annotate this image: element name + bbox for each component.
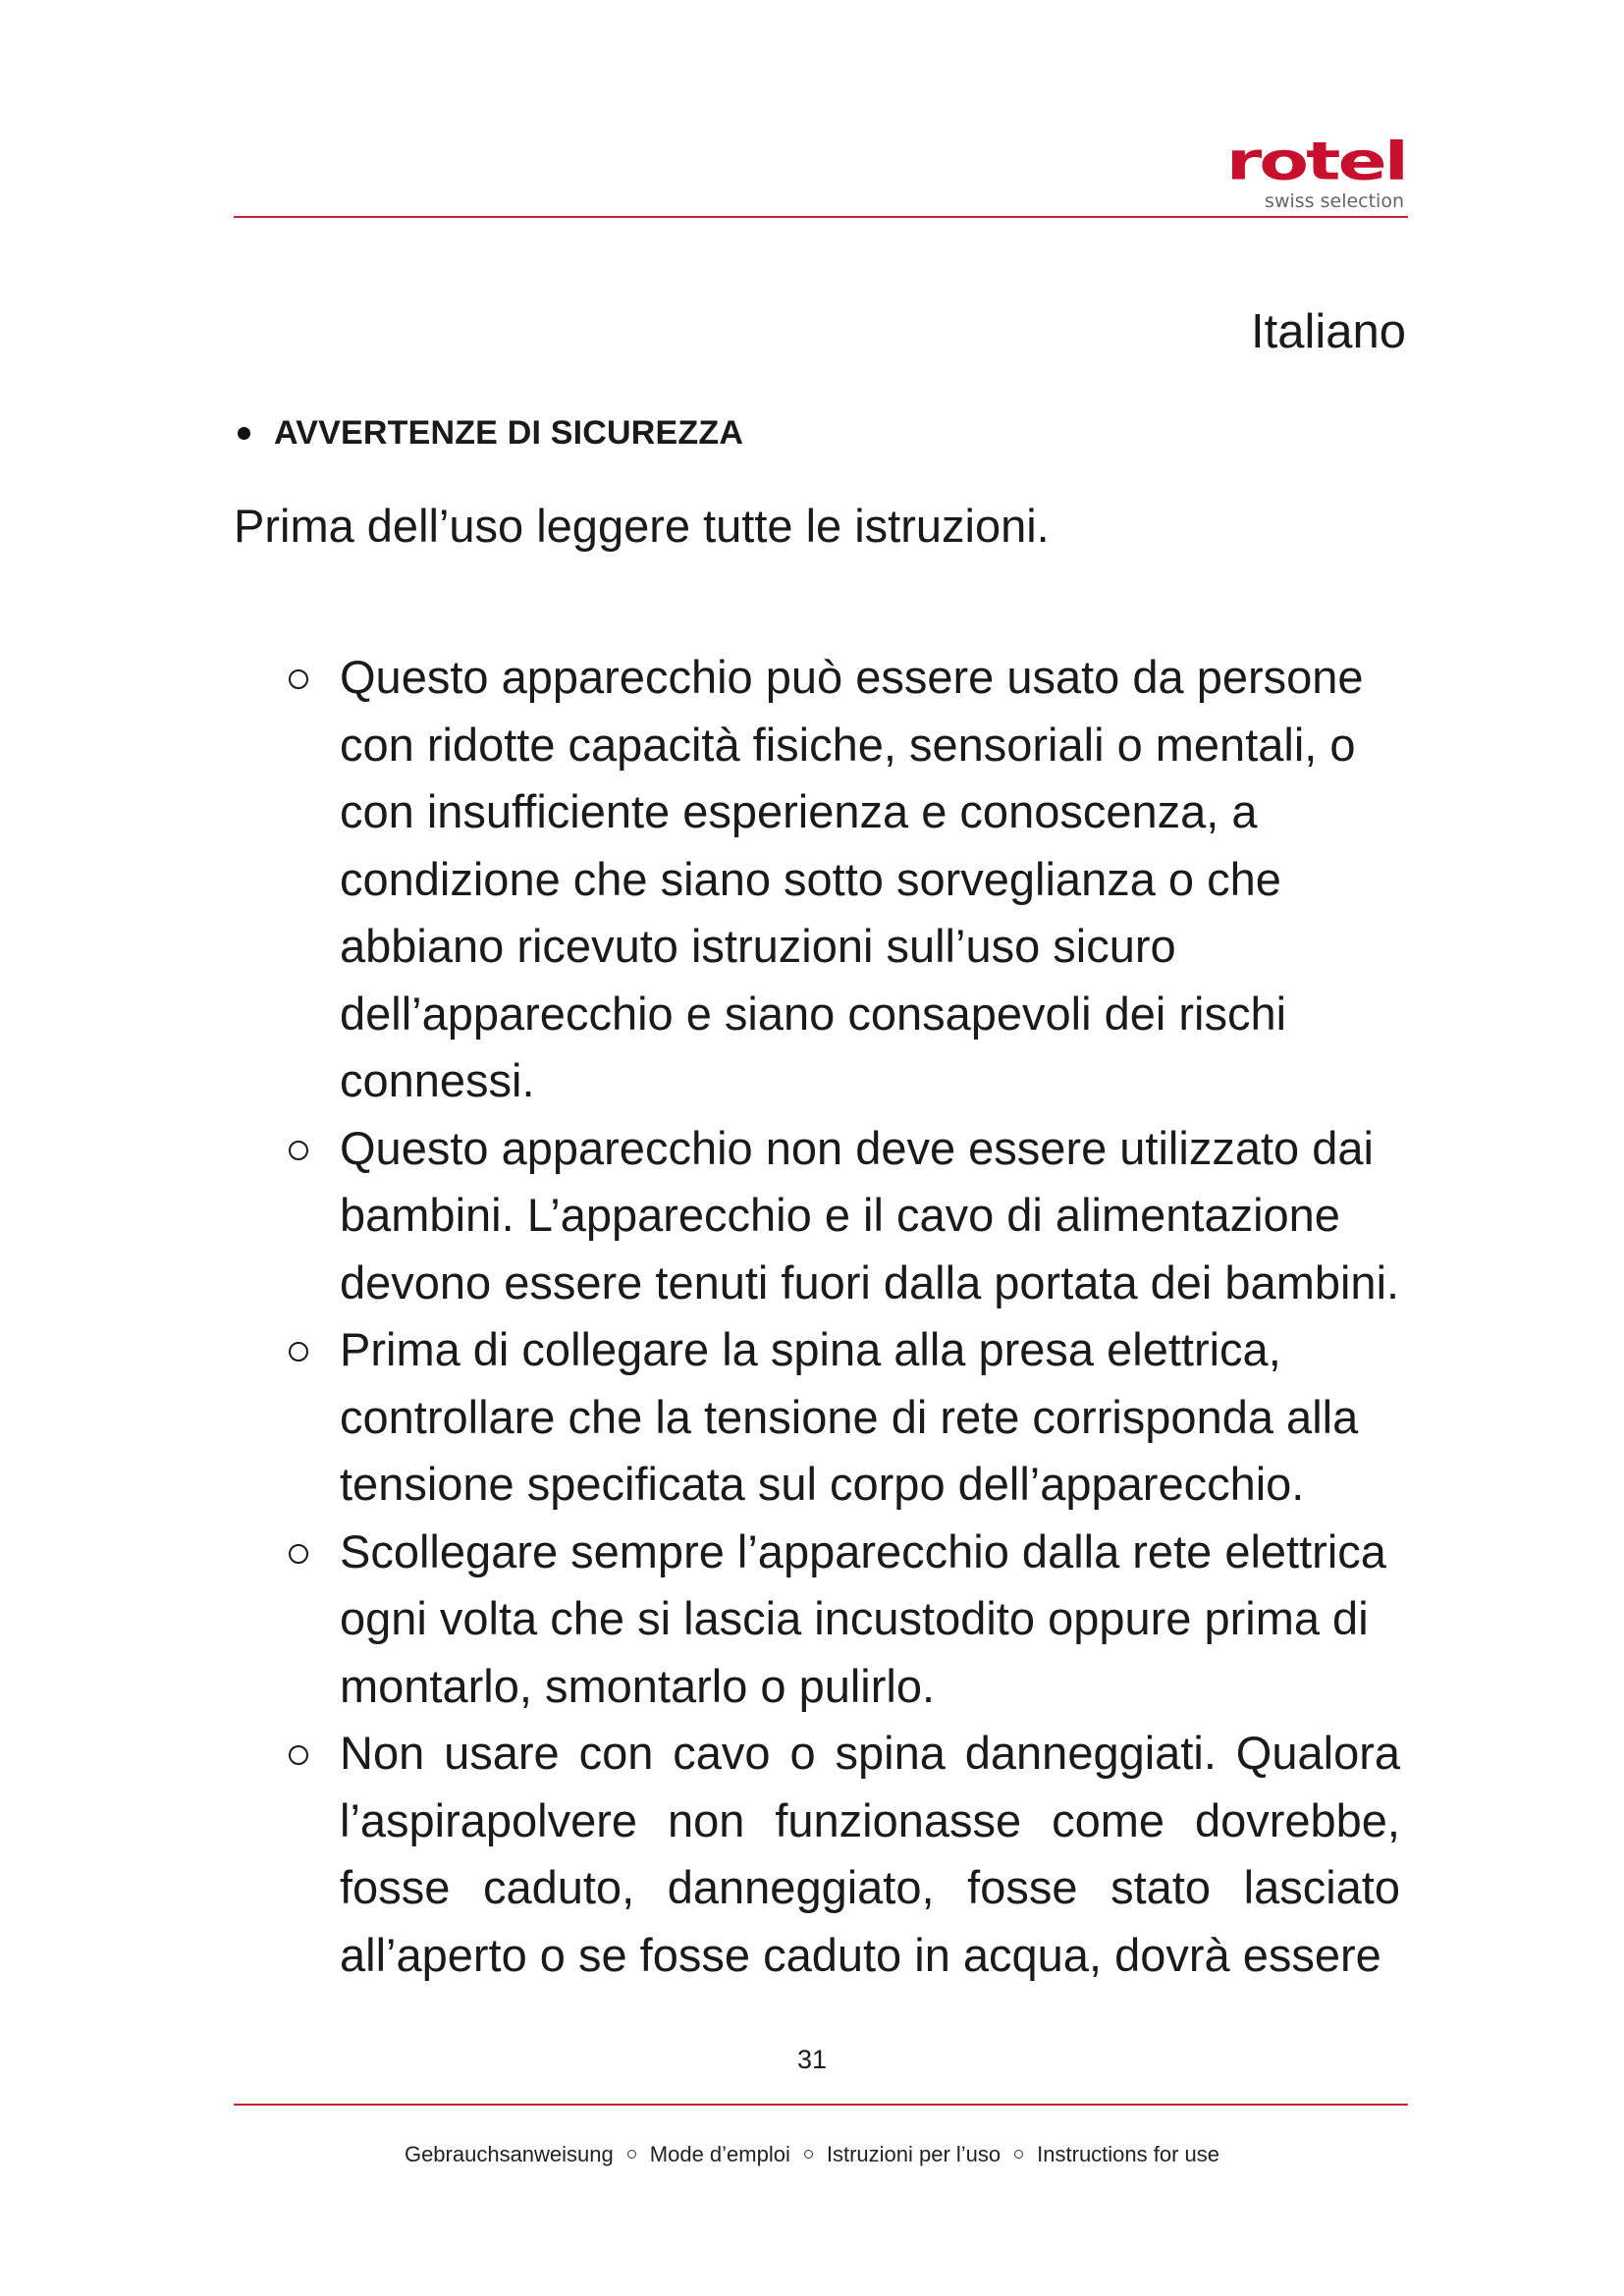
footer-divider	[234, 2104, 1408, 2106]
circle-bullet-icon	[289, 1544, 308, 1564]
list-item	[289, 1316, 1408, 1519]
page-number: 31	[796, 2045, 828, 2074]
list-item-text: Scollegare sempre l’apparecchio dalla rete elettrica ogni volta che si lascia incustodito oppure prima di montarlo, smontarlo o pulirlo.	[340, 1524, 1386, 1712]
list-item-text: Prima di collegare la spina alla presa elettrica, controllare che la tensione di rete corrisponda alla tensione specificata sul corpo dell’apparecchio.	[340, 1323, 1359, 1510]
section-heading	[234, 408, 743, 457]
rotel-logo	[1178, 131, 1406, 220]
section-title: AVVERTENZE DI SICUREZZA	[274, 413, 744, 452]
footer	[0, 2142, 1624, 2167]
footer-item: Istruzioni per l’uso	[826, 2142, 1001, 2166]
list-item	[289, 1115, 1408, 1317]
logo-tagline: swiss selection	[1265, 190, 1404, 212]
circle-separator-icon	[1014, 2150, 1023, 2159]
bullet-icon	[238, 427, 250, 440]
footer-item: Mode d’emploi	[649, 2142, 790, 2166]
footer-item: Gebrauchsanweisung	[404, 2142, 614, 2166]
list-item-text: Questo apparecchio non deve essere utilizzato dai bambini. L’apparecchio e il cavo di alimentazione devono essere tenuti fuori dalla portata dei bambini.	[340, 1121, 1400, 1308]
circle-bullet-icon	[289, 1745, 308, 1765]
circle-separator-icon	[804, 2150, 813, 2159]
footer-item: Instructions for use	[1037, 2142, 1220, 2166]
intro-text: Prima dell’uso leggere tutte le istruzioni.	[234, 500, 1050, 552]
safety-list	[289, 644, 1408, 1989]
list-item	[289, 644, 1408, 1115]
header-divider	[234, 216, 1408, 218]
circle-bullet-icon	[289, 669, 308, 689]
circle-bullet-icon	[289, 1141, 308, 1160]
logo-wordmark: rotel	[1225, 131, 1406, 192]
list-item-text: Questo apparecchio può essere usato da persone con ridotte capacità fisiche, sensoriali o mentali, o con insufficiente esperienza e conoscenza, a condizione che siano sotto sorveglianza o che abbiano ricevuto istruzioni sull’uso sicuro dell’apparecchio e siano consapevoli dei rischi connessi.	[340, 651, 1364, 1106]
list-item-text: Non usare con cavo o spina danneggiati. Qualora l’aspirapolvere non funzionasse come dovrebbe, fosse caduto, danneggiato, fosse stato lasciato all’aperto o se fosse caduto in acqua, dovrà essere	[340, 1727, 1400, 1981]
list-item	[289, 1519, 1408, 1721]
list-item	[289, 1720, 1408, 1989]
circle-separator-icon	[627, 2150, 636, 2159]
language-label: Italiano	[1250, 305, 1406, 358]
circle-bullet-icon	[289, 1342, 308, 1362]
